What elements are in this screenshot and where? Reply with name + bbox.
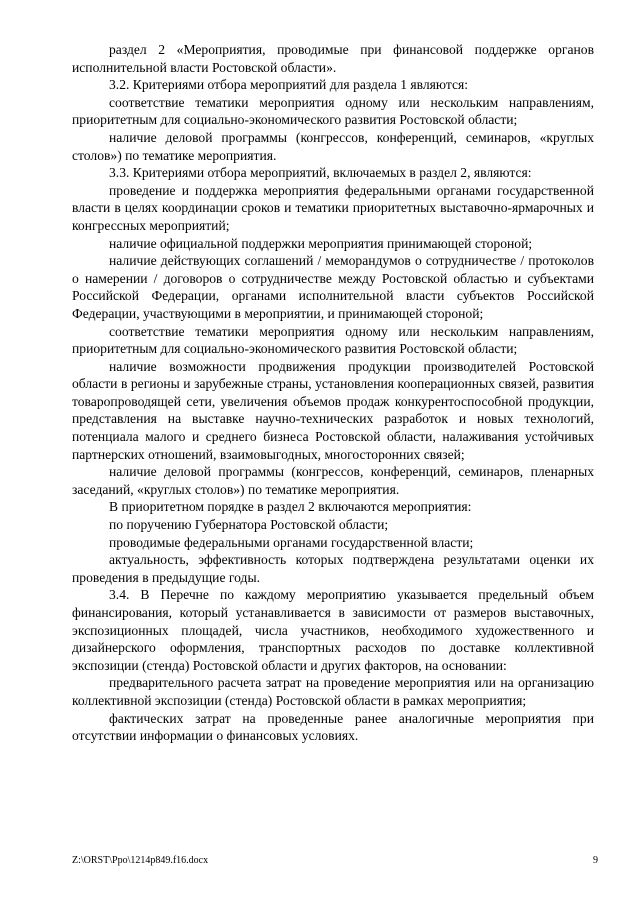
paragraph: 3.2. Критериями отбора мероприятий для раздела 1 являются: (109, 77, 469, 93)
paragraph: актуальность, эффективность которых подтверждена результатами оценки их проведения в предыдущие годы. (72, 552, 594, 585)
document-body (72, 41, 594, 745)
footer-file-path: Z:\ORST\Ppo\1214p849.f16.docx (72, 855, 209, 866)
paragraph: проводимые федеральными органами государственной власти; (109, 534, 474, 550)
paragraph: наличие деловой программы (конгрессов, конференций, семинаров, «круглых столов») по тематике мероприятия. (72, 129, 594, 163)
paragraph: наличие официальной поддержки мероприятия принимающей стороной; (109, 235, 533, 251)
paragraph: наличие деловой программы (конгрессов, конференций, семинаров, пленарных заседаний, «круглых столов») по тематике мероприятия. (72, 464, 594, 497)
paragraph: по поручению Губернатора Ростовской области; (109, 517, 389, 533)
paragraph: соответствие тематики мероприятия одному или нескольким направлениям, приоритетным для социально-экономического развития Ростовской области; (72, 323, 594, 357)
paragraph: соответствие тематики мероприятия одному или нескольким направлениям, приоритетным для социально-экономического развития Ростовской области; (72, 94, 594, 128)
paragraph: проведение и поддержка мероприятия федеральными органами государственной власти в целях координации сроков и тематики приоритетных выставочно-ярмарочных и конгрессных мероприятий; (72, 182, 594, 233)
paragraph: раздел 2 «Мероприятия, проводимые при финансовой поддержке органов исполнительной власти Ростовской области». (72, 42, 594, 75)
paragraph: наличие возможности продвижения продукции производителей Ростовской области в регионы и зарубежные страны, установления кооперационных связей, развития товаропроводящей сети, увеличения объемов продаж конкурентоспособной продукции, представления на выставке научно-технических разработок и новых технологий, потенциала малого и среднего бизнеса Ростовской области, налаживания устойчивых партнерских отношений, взаимовыгодных, многосторонних связей; (72, 358, 594, 462)
paragraph: наличие действующих соглашений / меморандумов о сотрудничестве / протоколов о намерении / договоров о сотрудничестве между Ростовской областью и субъектами Российской Федерации, органами исполнительной власти субъектов Российской Федерации, участвующими в мероприятии, и принимающей стороной; (72, 253, 594, 321)
paragraph: 3.4. В Перечне по каждому мероприятию указывается предельный объем финансирования, который устанавливается в зависимости от размеров выставочных, экспозиционных площадей, числа участников, необходимого художественного и дизайнерского оформления, транспортных расходов по доставке коллективной экспозиции (стенда) Ростовской области и других факторов, на основании: (72, 587, 594, 673)
paragraph: 3.3. Критериями отбора мероприятий, включаемых в раздел 2, являются: (109, 165, 532, 181)
paragraph: предварительного расчета затрат на проведение мероприятия или на организацию коллективной экспозиции (стенда) Ростовской области в рамках мероприятия; (72, 675, 594, 708)
paragraph: В приоритетном порядке в раздел 2 включаются мероприятия: (109, 499, 472, 515)
page-number: 9 (593, 855, 598, 866)
paragraph: фактических затрат на проведенные ранее аналогичные мероприятия при отсутствии информации о финансовых условиях. (72, 710, 594, 744)
